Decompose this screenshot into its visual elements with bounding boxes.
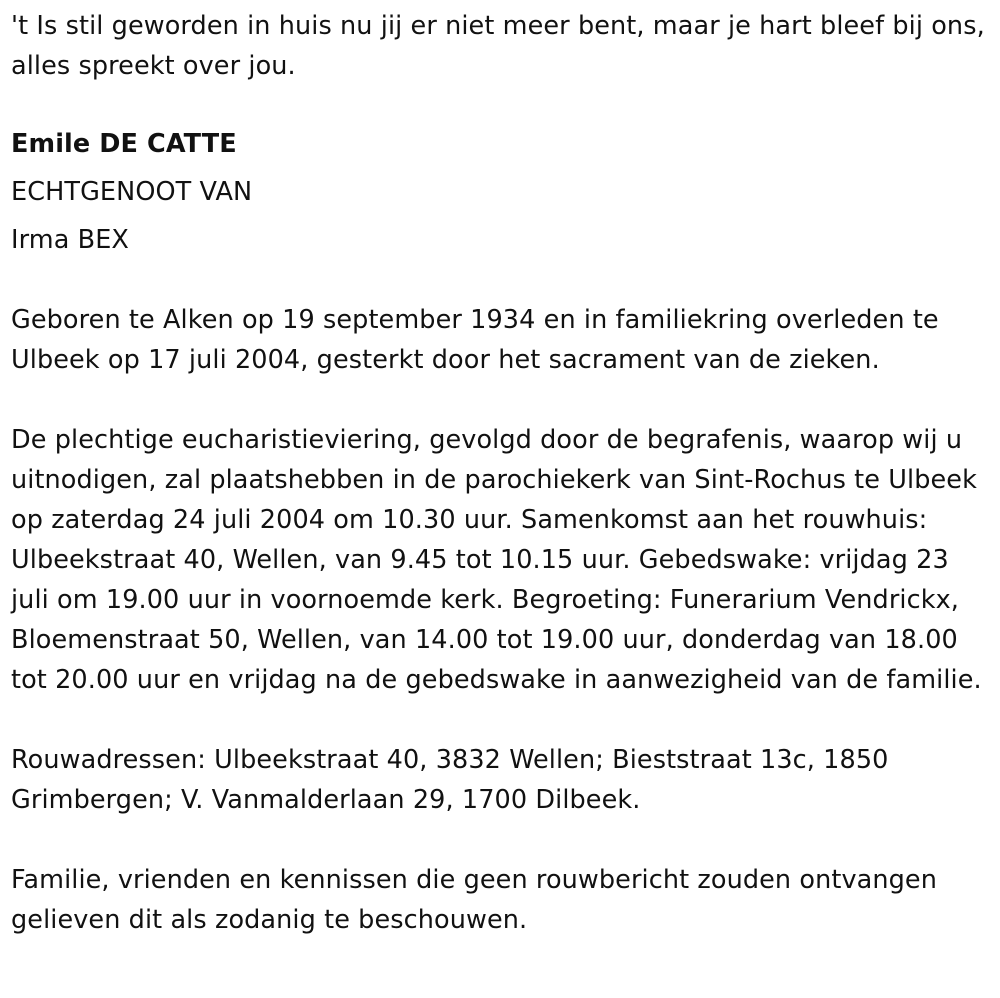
spouse-name: Irma BEX: [11, 225, 130, 255]
addresses-paragraph: Rouwadressen: Ulbeekstraat 40, 3832 Wellen; Bieststraat 13c, 1850 Grimbergen; V. Vanmalderlaan 29, 1700 Dilbeek.: [11, 745, 889, 815]
obituary-document: [11, 6, 991, 940]
closing-paragraph: Familie, vrienden en kennissen die geen rouwbericht zouden ontvangen gelieven dit als zodanig te beschouwen.: [11, 865, 937, 935]
ceremony-paragraph: De plechtige eucharistieviering, gevolgd door de begrafenis, waarop wij u uitnodigen, zal plaatshebben in de parochiekerk van Sint-Rochus te Ulbeek op zaterdag 24 juli 2004 om 10.30 uur. Samenkomst aan het rouwhuis: Ulbeekstraat 40, Wellen, van 9.45 tot 10.15 uur. Gebedswake: vrijdag 23 juli om 19.00 uur in voornoemde kerk. Begroeting: Funerarium Vendrickx, Bloemenstraat 50, Wellen, van 14.00 tot 19.00 uur, donderdag van 18.00 tot 20.00 uur en vrijdag na de gebedswake in aanwezigheid van de familie.: [11, 425, 982, 695]
relation-label: ECHTGENOOT VAN: [11, 177, 253, 207]
birth-death-paragraph: Geboren te Alken op 19 september 1934 en in familiekring overleden te Ulbeek op 17 juli 2004, gesterkt door het sacrament van de zieken.: [11, 305, 939, 375]
motto-text: 't Is stil geworden in huis nu jij er niet meer bent, maar je hart bleef bij ons, alles spreekt over jou.: [11, 11, 985, 81]
deceased-name: Emile DE CATTE: [11, 129, 237, 159]
